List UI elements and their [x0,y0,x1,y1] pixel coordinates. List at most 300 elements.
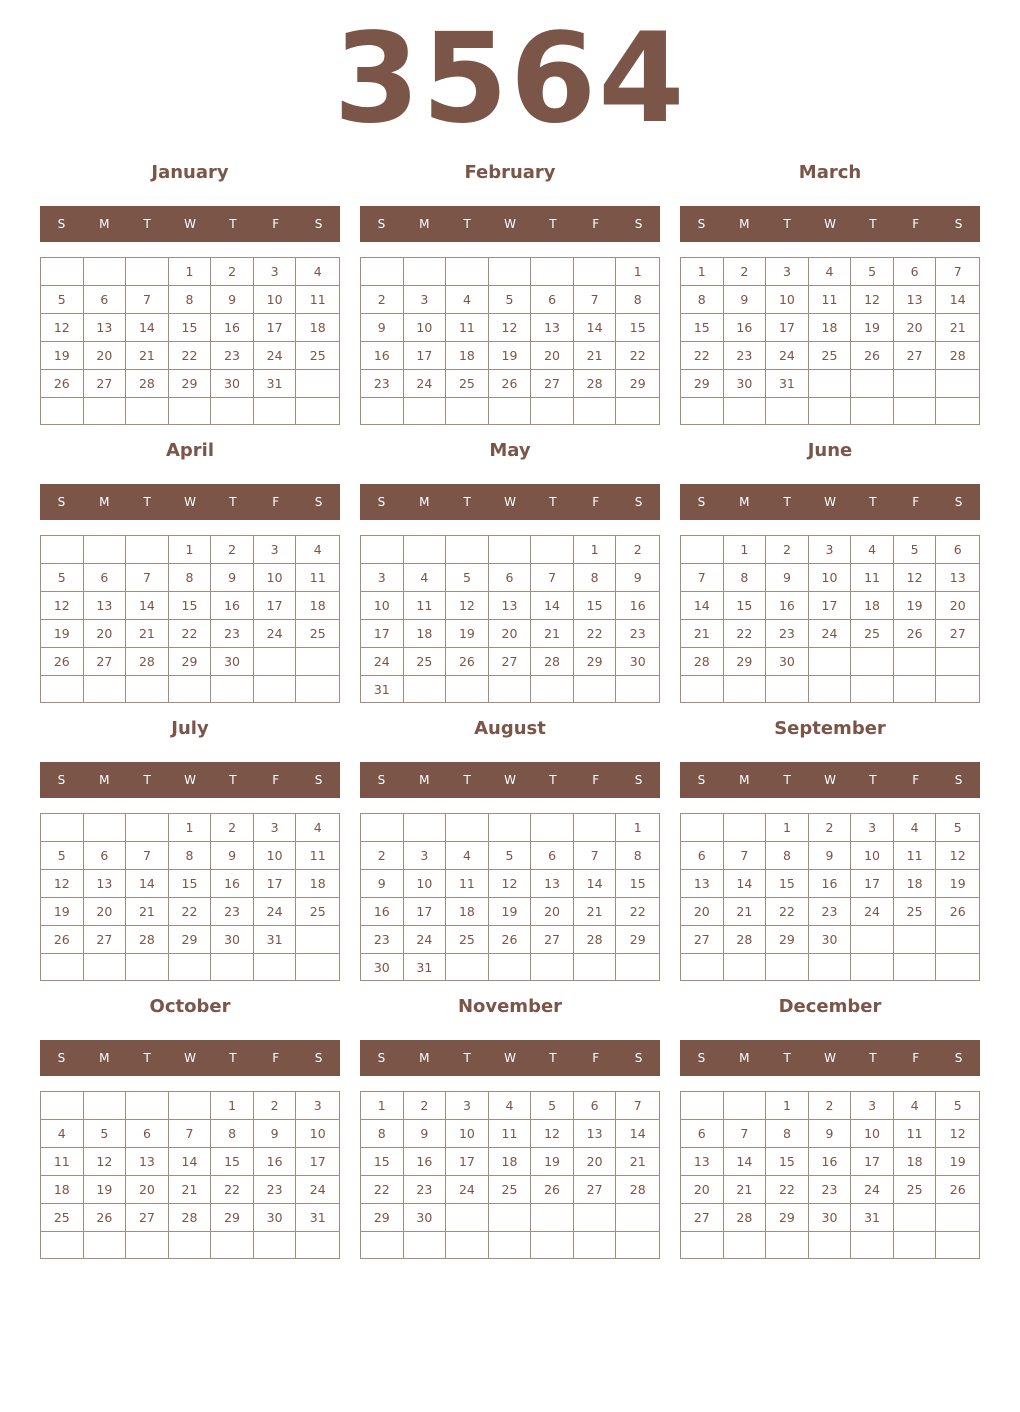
day-cell: 31 [296,1204,339,1232]
day-cell: 18 [894,1148,937,1176]
day-cell: 12 [446,592,489,620]
day-cell [851,370,894,398]
day-cell [531,954,574,981]
weekday-header [360,484,660,520]
day-cell [446,258,489,286]
day-cell [489,954,532,981]
day-cell: 1 [211,1092,254,1120]
weekday-label: T [869,773,877,787]
day-cell: 18 [404,620,447,648]
day-cell: 27 [84,370,127,398]
day-cell: 31 [361,676,404,703]
weekday-label: W [824,217,836,231]
day-cell [531,398,574,424]
day-cell: 25 [446,926,489,954]
day-cell: 26 [851,342,894,370]
day-cell: 6 [84,842,127,870]
day-cell [894,1232,937,1258]
month-name: July [171,718,209,739]
day-cell: 17 [851,870,894,898]
day-cell [809,648,852,676]
day-cell [404,258,447,286]
day-cell: 4 [446,842,489,870]
day-cell: 27 [531,926,574,954]
weekday-label: W [184,217,196,231]
weekday-label: T [229,773,237,787]
weekday-label: S [954,217,963,231]
day-cell: 7 [126,564,169,592]
day-cell: 15 [169,314,212,342]
weekday-label: M [419,217,430,231]
day-cell [84,1232,127,1258]
day-cell [531,536,574,564]
day-cell: 9 [404,1120,447,1148]
day-cell: 31 [254,370,297,398]
day-cell: 30 [211,648,254,676]
weekday-label: S [954,1051,963,1065]
day-cell: 23 [809,898,852,926]
day-cell: 31 [254,926,297,954]
day-cell: 29 [169,926,212,954]
day-cell: 20 [936,592,979,620]
day-cell: 16 [211,592,254,620]
day-cell: 5 [489,842,532,870]
day-cell: 21 [616,1148,659,1176]
day-cell: 3 [851,1092,894,1120]
day-cell: 12 [851,286,894,314]
day-cell: 19 [41,620,84,648]
weekday-label: S [57,495,66,509]
day-cell: 11 [446,870,489,898]
day-cell: 25 [851,620,894,648]
day-cell: 10 [851,1120,894,1148]
day-grid [360,1091,660,1259]
day-cell: 14 [574,870,617,898]
day-cell: 10 [296,1120,339,1148]
day-cell: 13 [531,314,574,342]
day-cell: 7 [574,286,617,314]
day-cell: 23 [361,926,404,954]
day-cell: 23 [211,620,254,648]
day-cell [894,648,937,676]
day-cell [489,258,532,286]
day-grid [40,1091,340,1259]
day-cell: 7 [126,286,169,314]
day-cell: 16 [211,870,254,898]
day-cell [489,536,532,564]
day-cell: 25 [489,1176,532,1204]
day-cell: 29 [724,648,767,676]
day-grid [680,257,980,425]
day-cell [936,1232,979,1258]
day-cell: 14 [936,286,979,314]
day-cell: 9 [361,314,404,342]
day-cell: 1 [169,258,212,286]
day-cell: 30 [254,1204,297,1232]
day-cell [41,1232,84,1258]
weekday-label: T [869,495,877,509]
day-cell: 6 [84,286,127,314]
day-cell: 10 [361,592,404,620]
day-cell [404,814,447,842]
day-cell: 29 [766,926,809,954]
day-cell: 4 [296,536,339,564]
weekday-label: T [463,1051,471,1065]
day-cell: 22 [616,342,659,370]
day-cell: 2 [211,814,254,842]
day-cell: 12 [489,870,532,898]
day-cell: 18 [851,592,894,620]
day-cell: 5 [41,286,84,314]
day-cell: 29 [681,370,724,398]
weekday-header [40,484,340,520]
day-cell [894,1204,937,1232]
day-cell [254,648,297,676]
day-cell [851,1232,894,1258]
day-cell: 17 [446,1148,489,1176]
day-cell: 29 [361,1204,404,1232]
day-cell: 21 [126,898,169,926]
day-cell: 16 [809,870,852,898]
day-cell [404,1232,447,1258]
day-cell: 21 [724,898,767,926]
day-cell: 14 [169,1148,212,1176]
day-cell [446,676,489,703]
day-cell: 28 [574,370,617,398]
day-cell: 6 [531,842,574,870]
day-cell: 20 [84,342,127,370]
weekday-label: S [377,495,386,509]
day-cell [809,370,852,398]
weekday-label: S [314,1051,323,1065]
weekday-label: T [143,773,151,787]
day-cell: 1 [169,814,212,842]
weekday-label: M [739,773,750,787]
day-cell: 15 [211,1148,254,1176]
day-cell: 1 [766,1092,809,1120]
day-cell [851,648,894,676]
day-cell: 4 [296,814,339,842]
day-cell: 15 [616,870,659,898]
day-cell: 5 [936,1092,979,1120]
weekday-label: T [869,1051,877,1065]
day-cell: 4 [41,1120,84,1148]
day-cell: 1 [361,1092,404,1120]
day-cell: 13 [84,592,127,620]
day-cell: 2 [361,842,404,870]
day-cell [936,398,979,424]
day-cell [404,536,447,564]
day-cell: 22 [169,342,212,370]
day-grid [360,535,660,703]
day-cell: 19 [936,870,979,898]
weekday-header [680,1040,980,1076]
day-cell [84,1092,127,1120]
day-cell: 24 [404,926,447,954]
weekday-label: T [783,217,791,231]
weekday-label: S [314,495,323,509]
day-cell: 12 [531,1120,574,1148]
day-cell [126,1232,169,1258]
weekday-label: W [184,1051,196,1065]
month-name: November [457,996,563,1017]
day-cell: 20 [84,898,127,926]
day-cell [126,398,169,424]
day-cell: 2 [809,1092,852,1120]
day-cell [296,648,339,676]
day-cell [574,1232,617,1258]
day-cell: 28 [169,1204,212,1232]
day-cell: 13 [574,1120,617,1148]
day-cell: 19 [41,342,84,370]
day-cell [489,1204,532,1232]
day-cell [296,398,339,424]
day-cell: 13 [681,1148,724,1176]
weekday-label: F [912,773,920,787]
day-cell: 7 [574,842,617,870]
day-cell [84,398,127,424]
day-cell: 8 [211,1120,254,1148]
day-cell [41,536,84,564]
day-cell: 30 [616,648,659,676]
day-cell: 29 [211,1204,254,1232]
day-cell: 11 [851,564,894,592]
day-cell [211,954,254,980]
day-cell: 5 [446,564,489,592]
day-cell [211,398,254,424]
day-cell [126,1092,169,1120]
day-cell: 22 [169,898,212,926]
weekday-label: M [99,495,110,509]
day-cell [254,1232,297,1258]
day-cell: 28 [574,926,617,954]
day-cell [766,1232,809,1258]
day-cell: 17 [254,592,297,620]
month-name: January [151,162,229,183]
day-cell: 24 [766,342,809,370]
day-cell [681,954,724,980]
day-cell: 29 [766,1204,809,1232]
day-cell: 5 [531,1092,574,1120]
day-cell: 13 [936,564,979,592]
day-cell: 24 [809,620,852,648]
day-cell: 17 [254,870,297,898]
day-cell: 19 [446,620,489,648]
day-cell: 13 [489,592,532,620]
day-cell: 25 [809,342,852,370]
day-cell [766,676,809,702]
day-cell: 1 [724,536,767,564]
day-cell: 26 [531,1176,574,1204]
day-cell [851,676,894,702]
day-cell: 6 [936,536,979,564]
day-cell [84,536,127,564]
day-cell: 14 [126,314,169,342]
weekday-label: T [783,773,791,787]
day-cell: 11 [41,1148,84,1176]
day-cell: 6 [531,286,574,314]
day-cell: 19 [851,314,894,342]
day-cell [574,258,617,286]
day-cell: 3 [404,842,447,870]
day-cell [41,1092,84,1120]
day-cell [41,954,84,980]
day-cell [126,536,169,564]
day-cell: 10 [404,870,447,898]
weekday-label: S [57,773,66,787]
month-name: February [464,162,556,183]
day-cell: 25 [41,1204,84,1232]
day-cell: 15 [616,314,659,342]
day-cell: 20 [681,898,724,926]
day-cell: 22 [169,620,212,648]
weekday-label: M [99,1051,110,1065]
day-cell [361,814,404,842]
day-cell [724,398,767,424]
day-cell [126,258,169,286]
day-cell: 20 [574,1148,617,1176]
day-cell [296,954,339,980]
day-cell: 9 [361,870,404,898]
day-cell: 23 [809,1176,852,1204]
day-cell: 30 [809,1204,852,1232]
day-cell: 24 [851,1176,894,1204]
day-cell [446,1204,489,1232]
day-cell: 22 [724,620,767,648]
day-cell: 26 [84,1204,127,1232]
day-cell: 20 [531,342,574,370]
weekday-label: W [824,495,836,509]
day-cell [169,398,212,424]
weekday-header [360,762,660,798]
weekday-label: S [634,495,643,509]
day-cell: 8 [766,1120,809,1148]
day-cell: 10 [809,564,852,592]
weekday-label: T [549,217,557,231]
weekday-label: W [504,217,516,231]
day-cell: 3 [296,1092,339,1120]
day-cell: 22 [681,342,724,370]
day-cell: 2 [211,536,254,564]
day-cell: 6 [574,1092,617,1120]
day-cell [446,954,489,981]
day-cell [446,398,489,424]
day-cell [404,676,447,703]
day-cell: 15 [766,1148,809,1176]
day-cell [169,954,212,980]
day-grid [360,257,660,425]
day-cell: 30 [361,954,404,981]
weekday-label: W [504,773,516,787]
day-cell [936,1204,979,1232]
day-cell: 15 [681,314,724,342]
day-cell: 10 [404,314,447,342]
day-cell: 4 [446,286,489,314]
day-cell [126,676,169,702]
day-cell [489,814,532,842]
day-cell: 18 [894,870,937,898]
day-cell: 19 [894,592,937,620]
day-cell: 7 [531,564,574,592]
day-cell: 25 [894,898,937,926]
day-cell: 19 [489,342,532,370]
day-cell: 9 [211,564,254,592]
day-cell: 8 [766,842,809,870]
day-cell: 15 [361,1148,404,1176]
day-cell [894,370,937,398]
day-cell: 12 [936,842,979,870]
day-cell [531,258,574,286]
weekday-label: M [739,217,750,231]
month-name: September [774,718,886,739]
day-cell: 8 [169,564,212,592]
day-cell: 28 [724,1204,767,1232]
day-cell: 14 [574,314,617,342]
weekday-label: S [697,217,706,231]
day-cell [296,370,339,398]
day-cell: 28 [681,648,724,676]
day-cell: 18 [296,592,339,620]
day-cell: 6 [894,258,937,286]
day-cell: 27 [489,648,532,676]
day-cell: 16 [766,592,809,620]
day-cell [84,258,127,286]
day-cell: 8 [616,286,659,314]
day-cell [296,926,339,954]
day-cell: 8 [169,842,212,870]
day-cell [361,258,404,286]
day-cell: 6 [681,842,724,870]
day-cell: 16 [254,1148,297,1176]
day-cell: 28 [126,370,169,398]
day-cell: 12 [489,314,532,342]
day-cell: 26 [41,370,84,398]
day-cell: 20 [894,314,937,342]
day-cell: 5 [84,1120,127,1148]
day-cell [681,676,724,702]
day-cell: 13 [84,870,127,898]
day-cell [169,1232,212,1258]
day-cell: 9 [254,1120,297,1148]
day-cell [84,814,127,842]
day-cell: 18 [296,870,339,898]
day-cell [681,1232,724,1258]
day-cell: 10 [766,286,809,314]
day-cell: 12 [894,564,937,592]
day-cell [616,1204,659,1232]
day-cell [84,676,127,702]
weekday-header [360,206,660,242]
weekday-header [680,206,980,242]
weekday-label: M [99,773,110,787]
day-cell [894,398,937,424]
weekday-label: S [314,217,323,231]
day-cell: 15 [724,592,767,620]
day-cell: 25 [894,1176,937,1204]
weekday-label: T [229,1051,237,1065]
day-cell: 8 [574,564,617,592]
day-cell [616,1232,659,1258]
day-grid [40,813,340,981]
weekday-label: T [229,217,237,231]
day-cell [574,1204,617,1232]
day-cell: 17 [766,314,809,342]
day-cell [724,676,767,702]
day-cell: 17 [809,592,852,620]
day-cell: 10 [254,564,297,592]
weekday-label: T [549,773,557,787]
weekday-label: F [912,1051,920,1065]
